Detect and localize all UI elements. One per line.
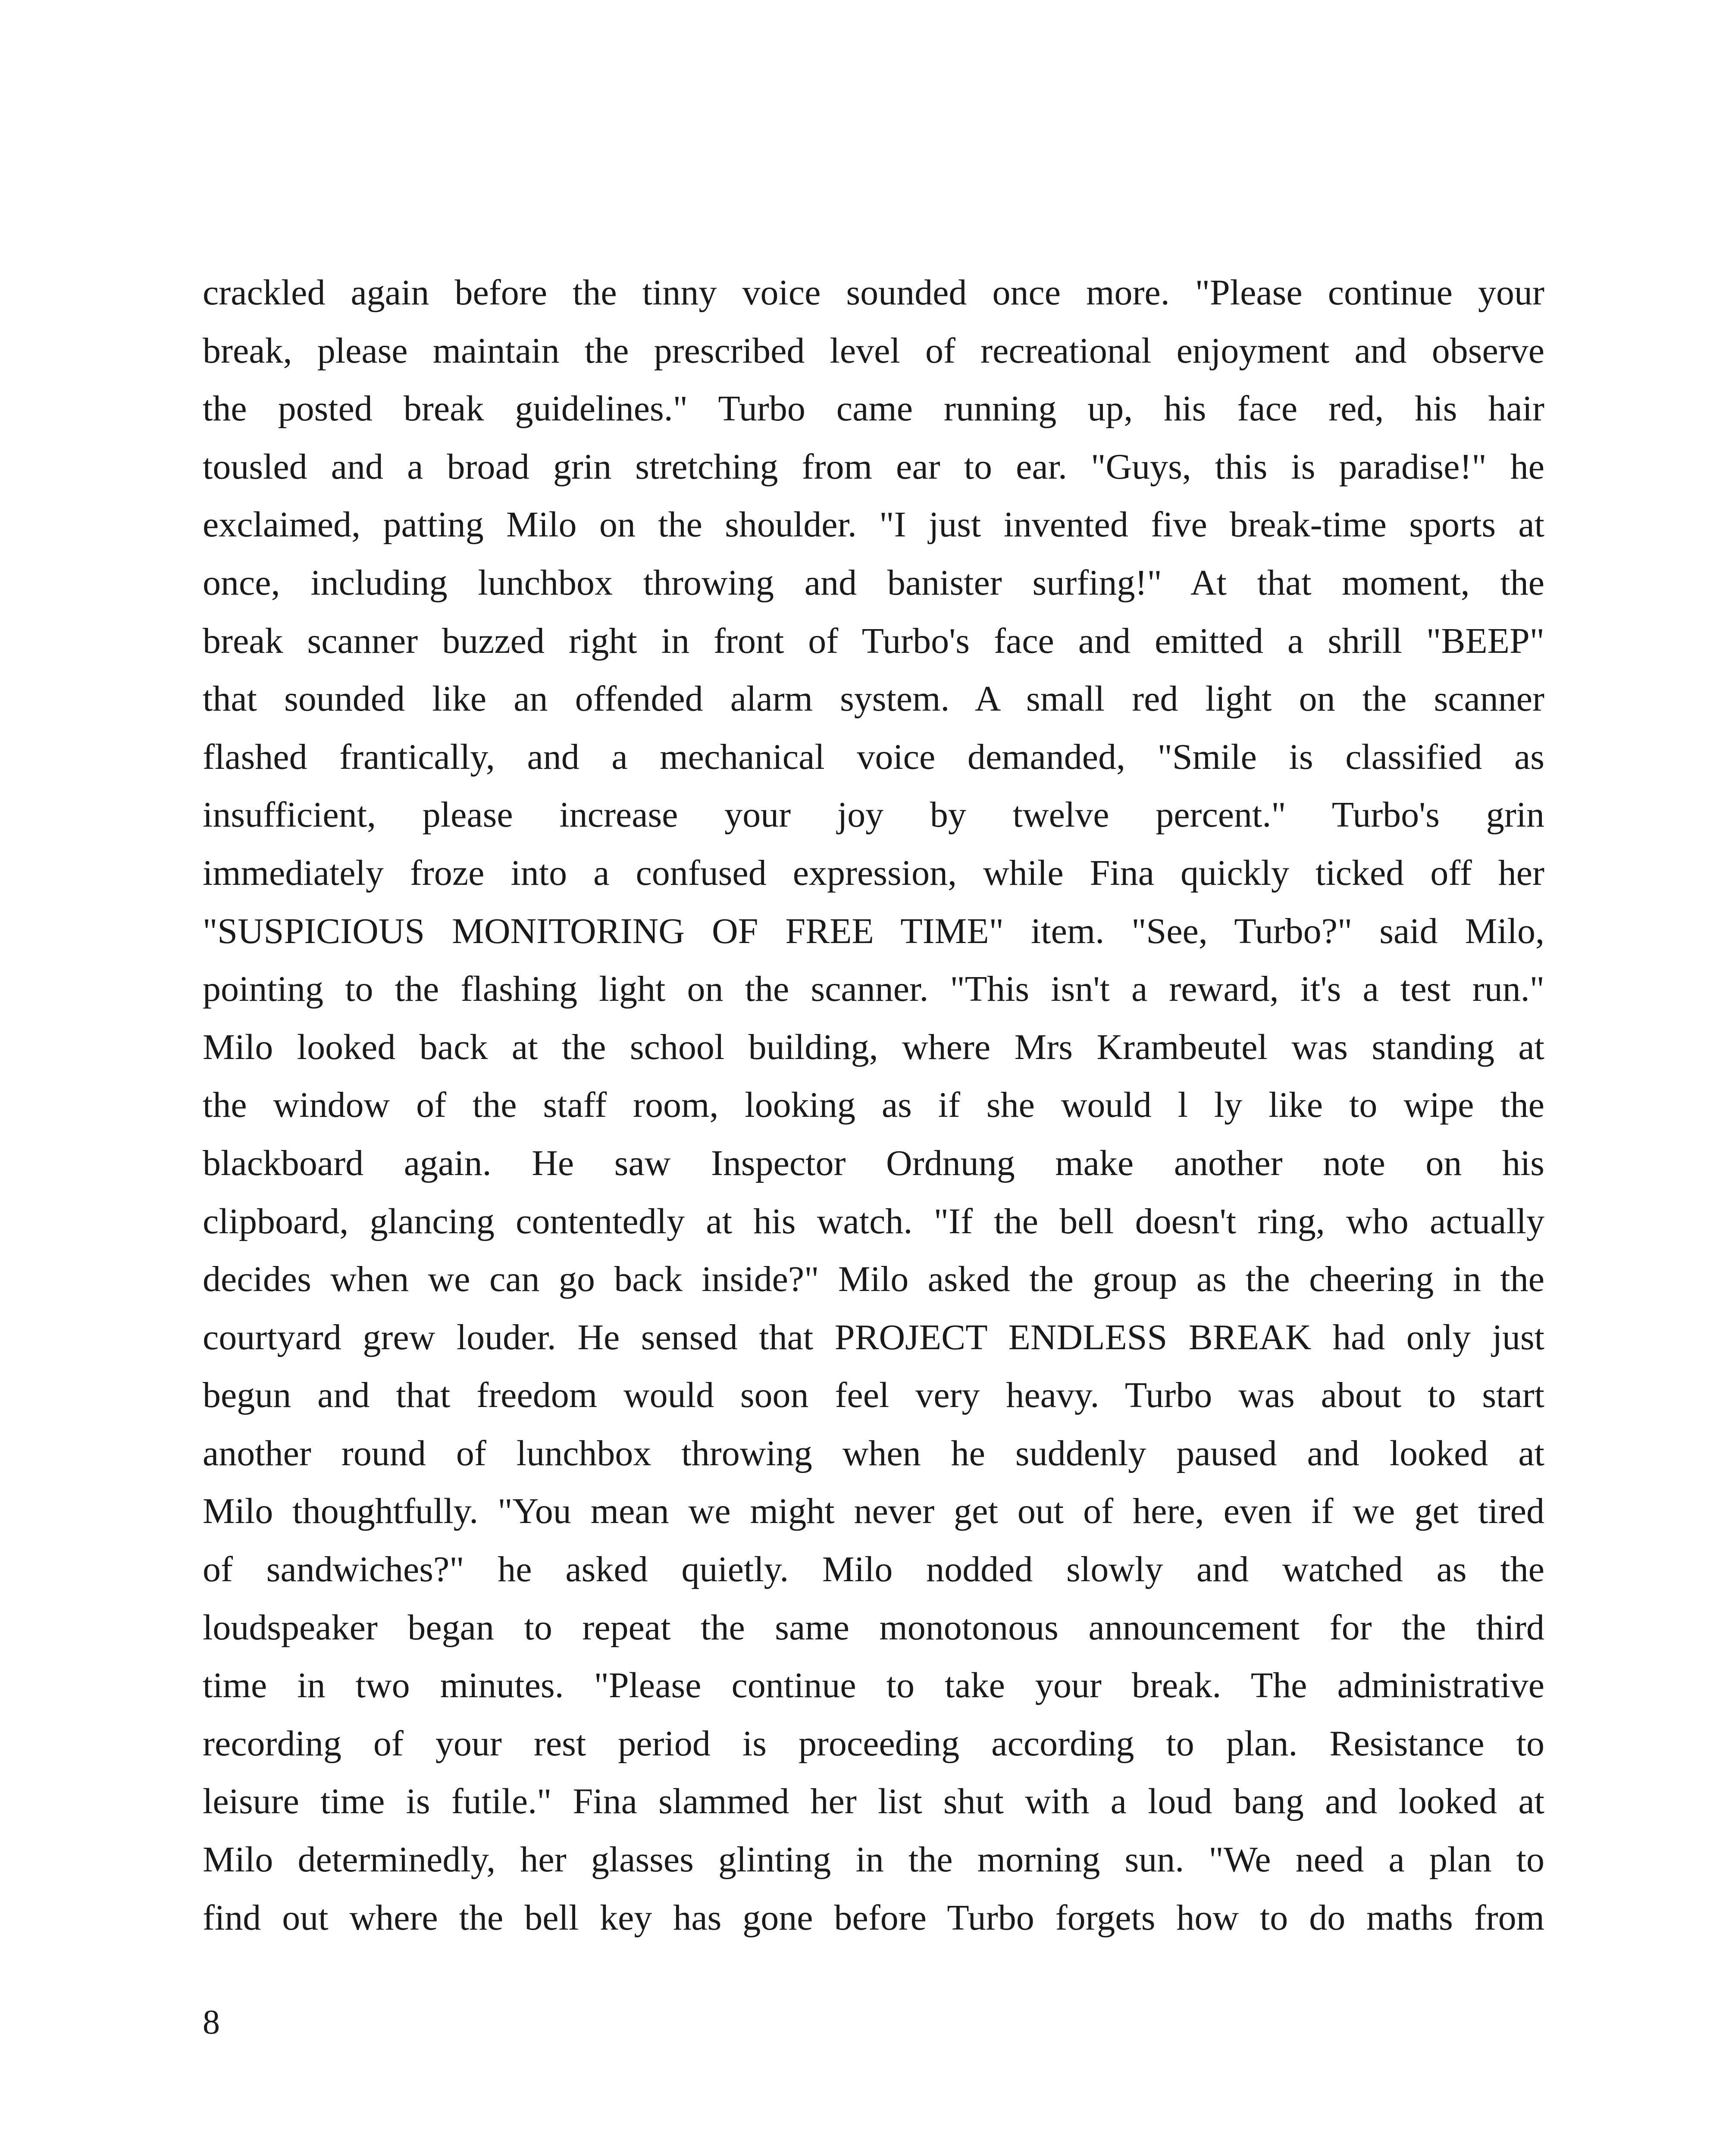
text-line: clipboard, glancing contentedly at his watch. "If the bell doesn't ring, who actually [203,1201,1544,1241]
text-line: flashed frantically, and a mechanical voice demanded, "Smile is classified as [203,736,1544,777]
text-line: break, please maintain the prescribed level of recreational enjoyment and observe [203,330,1544,371]
text-line: another round of lunchbox throwing when he suddenly paused and looked at [203,1433,1544,1473]
text-line: insufficient, please increase your joy by twelve percent." Turbo's grin [203,795,1544,835]
text-line: blackboard again. He saw Inspector Ordnung make another note on his [203,1143,1544,1183]
text-line: "SUSPICIOUS MONITORING OF FREE TIME" item. "See, Turbo?" said Milo, [203,911,1544,951]
text-line: Milo thoughtfully. "You mean we might never get out of here, even if we get tired [203,1491,1544,1532]
page-number: 8 [203,2003,220,2041]
text-line: Milo determinedly, her glasses glinting in the morning sun. "We need a plan to [203,1839,1544,1880]
text-line: immediately froze into a confused expression, while Fina quickly ticked off her [203,852,1544,893]
text-line: the posted break guidelines." Turbo came running up, his face red, his hair [203,389,1544,429]
text-line: once, including lunchbox throwing and banister surfing!" At that moment, the [203,562,1544,603]
text-line: of sandwiches?" he asked quietly. Milo nodded slowly and watched as the [203,1549,1544,1590]
text-line: decides when we can go back inside?" Milo asked the group as the cheering in the [203,1259,1544,1300]
text-line: crackled again before the tinny voice sounded once more. "Please continue your [203,273,1544,313]
text-line: break scanner buzzed right in front of Turbo's face and emitted a shrill "BEEP" [203,620,1544,661]
text-line: Milo looked back at the school building, where Mrs Krambeutel was standing at [203,1027,1544,1067]
text-line: find out where the bell key has gone before Turbo forgets how to do maths from [203,1897,1544,1938]
text-line: tousled and a broad grin stretching from ear to ear. "Guys, this is paradise!" he [203,446,1544,487]
text-line: the window of the staff room, looking as if she would l ly like to wipe the [203,1085,1544,1125]
text-line: begun and that freedom would soon feel very heavy. Turbo was about to start [203,1375,1544,1416]
body-text [203,264,1544,1947]
text-line: loudspeaker began to repeat the same monotonous announcement for the third [203,1607,1544,1648]
text-line: time in two minutes. "Please continue to take your break. The administrative [203,1665,1544,1706]
text-line: leisure time is futile." Fina slammed her list shut with a loud bang and looked at [203,1781,1544,1822]
text-line: courtyard grew louder. He sensed that PROJECT ENDLESS BREAK had only just [203,1317,1544,1357]
text-line: recording of your rest period is proceeding according to plan. Resistance to [203,1723,1544,1764]
text-line: pointing to the flashing light on the scanner. "This isn't a reward, it's a test run." [203,969,1544,1009]
text-line: that sounded like an offended alarm system. A small red light on the scanner [203,679,1544,719]
text-line: exclaimed, patting Milo on the shoulder. "I just invented five break-time sports at [203,505,1544,545]
